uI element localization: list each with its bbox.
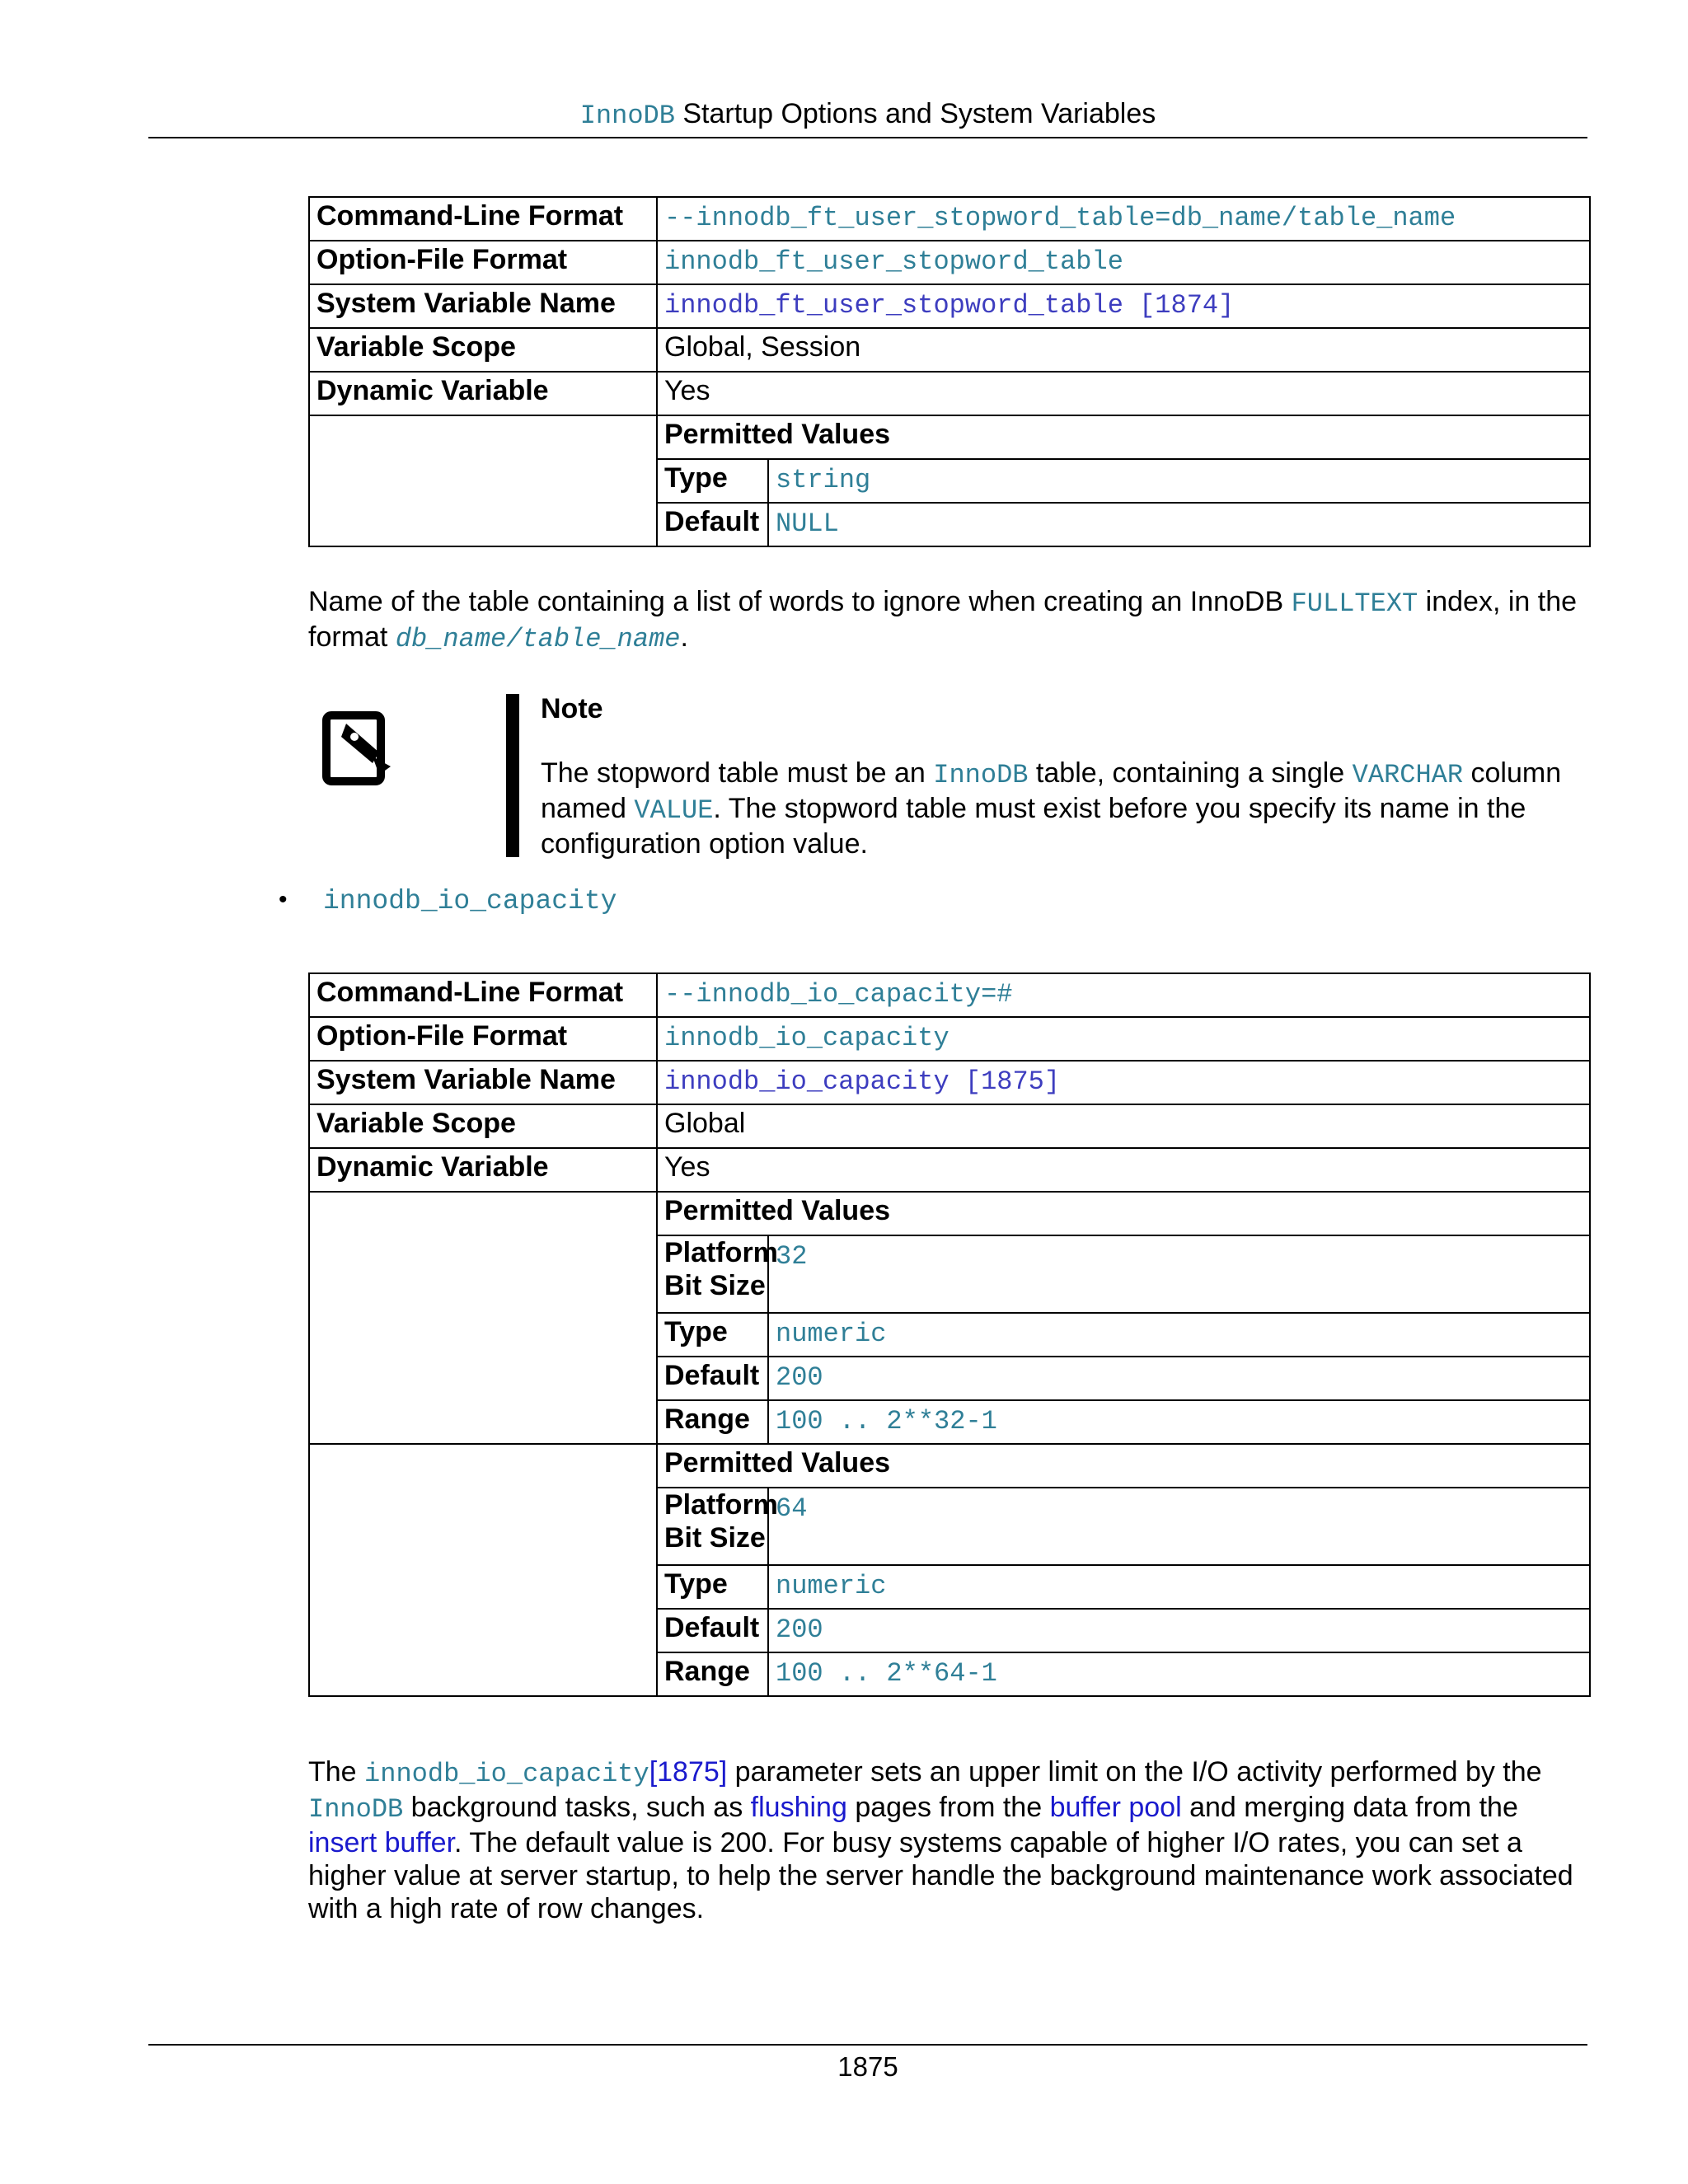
pv-key: Default xyxy=(658,1357,768,1400)
cmdline-format-value: --innodb_ft_user_stopword_table=db_name/table_name xyxy=(664,203,1456,233)
table-row xyxy=(309,241,1590,284)
row-value xyxy=(657,284,1590,328)
type-value: string xyxy=(776,465,871,495)
table-row xyxy=(309,1061,1590,1104)
pv-value xyxy=(768,1488,1589,1565)
pv-value xyxy=(768,1400,1589,1443)
platform-value: 64 xyxy=(776,1493,808,1524)
row-value xyxy=(657,973,1590,1017)
platform-value: 32 xyxy=(776,1241,808,1272)
note-bar xyxy=(506,694,519,857)
pv-key: Type xyxy=(658,459,768,503)
range-value: 100 .. 2**64-1 xyxy=(776,1658,997,1689)
inline-code: FULLTEXT xyxy=(1291,588,1418,619)
option-file-value: innodb_ft_user_stopword_table xyxy=(664,246,1123,277)
text: and merging data from the xyxy=(1181,1792,1518,1823)
row-value xyxy=(657,1061,1590,1104)
row-value xyxy=(657,197,1590,241)
permitted-values-table xyxy=(658,416,1589,546)
flushing-link[interactable]: flushing xyxy=(750,1792,847,1823)
row-label: Command-Line Format xyxy=(309,197,657,241)
row-label: Option-File Format xyxy=(309,241,657,284)
row-value: Global xyxy=(657,1104,1590,1148)
footer-rule xyxy=(148,2044,1587,2046)
io-capacity-description xyxy=(308,1755,1594,1925)
text: parameter sets an upper limit on the I/O activity performed by the xyxy=(727,1756,1542,1788)
permitted-values-heading: Permitted Values xyxy=(664,1447,891,1479)
row-value: Global, Session xyxy=(657,328,1590,372)
empty-cell xyxy=(309,1192,657,1444)
pv-value xyxy=(768,1235,1589,1313)
pv-key: Default xyxy=(658,503,768,546)
header-title: Startup Options and System Variables xyxy=(674,98,1156,129)
pv-value xyxy=(768,1652,1589,1695)
table-row xyxy=(309,197,1590,241)
row-value: Yes xyxy=(657,372,1590,415)
header-code: InnoDB xyxy=(579,101,675,131)
running-header xyxy=(148,94,1587,136)
pv-key: Type xyxy=(658,1313,768,1357)
pv-key: Default xyxy=(658,1609,768,1652)
pv-value xyxy=(768,1357,1589,1400)
reference-link[interactable]: [1875] xyxy=(649,1756,728,1788)
note-title: Note xyxy=(541,693,603,724)
text: pages from the xyxy=(846,1792,1050,1823)
stopword-description xyxy=(308,585,1594,656)
empty-cell xyxy=(309,415,657,546)
text: index, in the format xyxy=(308,586,1578,653)
bullet-option-name[interactable]: innodb_io_capacity xyxy=(323,886,617,916)
table-row xyxy=(309,1104,1590,1148)
default-value: 200 xyxy=(776,1362,823,1393)
table-row xyxy=(309,1444,1590,1696)
type-value: numeric xyxy=(776,1319,887,1349)
sysvar-link[interactable]: innodb_ft_user_stopword_table [1874] xyxy=(664,290,1235,321)
inline-code: db_name/table_name xyxy=(395,624,681,654)
permitted-values-cell xyxy=(657,415,1590,546)
sysvar-link[interactable]: innodb_io_capacity [1875] xyxy=(664,1066,1061,1097)
permitted-values-heading: Permitted Values xyxy=(664,419,891,450)
pv-key: Range xyxy=(658,1652,768,1695)
insert-buffer-link[interactable]: insert buffer xyxy=(308,1827,455,1858)
row-label: System Variable Name xyxy=(309,1061,657,1104)
text: table, containing a single xyxy=(1028,757,1353,789)
inline-code: InnoDB xyxy=(308,1794,404,1825)
pv-value xyxy=(768,1565,1589,1609)
row-label: Dynamic Variable xyxy=(309,372,657,415)
text: . The default value is 200. For busy systems capable of higher I/O rates, you can set a higher value at server startup, to help the server handle the background maintenance work associated with a high rate of row changes. xyxy=(308,1827,1573,1924)
text: background tasks, such as xyxy=(403,1792,751,1823)
text: The stopword table must be an xyxy=(541,757,934,789)
type-value: numeric xyxy=(776,1571,887,1601)
pv-value xyxy=(768,1609,1589,1652)
table-row xyxy=(309,415,1590,546)
row-value xyxy=(657,241,1590,284)
inline-code-link[interactable]: innodb_io_capacity xyxy=(364,1759,649,1789)
permitted-values-table xyxy=(658,1445,1589,1695)
permitted-values-cell-64 xyxy=(657,1444,1590,1696)
row-label: Dynamic Variable xyxy=(309,1148,657,1192)
default-value: 200 xyxy=(776,1615,823,1645)
text: The xyxy=(308,1756,365,1788)
table-row xyxy=(309,973,1590,1017)
table-row xyxy=(309,1192,1590,1444)
pv-key: Range xyxy=(658,1400,768,1443)
table-row xyxy=(309,1148,1590,1192)
buffer-pool-link[interactable]: buffer pool xyxy=(1049,1792,1182,1823)
bullet-symbol: • xyxy=(279,886,288,913)
row-label: Command-Line Format xyxy=(309,973,657,1017)
text: column named xyxy=(541,757,1562,824)
range-value: 100 .. 2**32-1 xyxy=(776,1406,997,1436)
permitted-values-heading: Permitted Values xyxy=(664,1195,891,1226)
pv-value xyxy=(768,1313,1589,1357)
option-file-value: innodb_io_capacity xyxy=(664,1023,950,1053)
note-body xyxy=(541,757,1587,860)
row-value: Yes xyxy=(657,1148,1590,1192)
pv-key: Platform Bit Size xyxy=(658,1488,768,1565)
cmdline-format-value: --innodb_io_capacity=# xyxy=(664,979,1013,1010)
permitted-values-table xyxy=(658,1193,1589,1443)
row-label: Option-File Format xyxy=(309,1017,657,1061)
inline-code: VARCHAR xyxy=(1352,760,1464,790)
default-value: NULL xyxy=(776,509,839,539)
empty-cell xyxy=(309,1444,657,1696)
row-value xyxy=(657,1017,1590,1061)
text: Name of the table containing a list of words to ignore when creating an InnoDB xyxy=(308,586,1292,617)
note-icon xyxy=(321,707,396,790)
option-table-stopword xyxy=(308,196,1591,547)
table-row xyxy=(309,284,1590,328)
option-table-io-capacity xyxy=(308,972,1591,1697)
inline-code: InnoDB xyxy=(933,760,1029,790)
table-row xyxy=(309,328,1590,372)
header-rule xyxy=(148,137,1587,138)
inline-code: VALUE xyxy=(634,795,714,826)
pv-key: Type xyxy=(658,1565,768,1609)
row-label: Variable Scope xyxy=(309,328,657,372)
row-label: Variable Scope xyxy=(309,1104,657,1148)
row-label: System Variable Name xyxy=(309,284,657,328)
text: . xyxy=(680,621,688,653)
text: . The stopword table must exist before you specify its name in the configuration option value. xyxy=(541,793,1526,860)
pv-value xyxy=(768,503,1589,546)
pv-key: Platform Bit Size xyxy=(658,1235,768,1313)
page-number: 1875 xyxy=(837,2051,898,2082)
table-row xyxy=(309,372,1590,415)
table-row xyxy=(309,1017,1590,1061)
pv-value xyxy=(768,459,1589,503)
permitted-values-cell-32 xyxy=(657,1192,1590,1444)
